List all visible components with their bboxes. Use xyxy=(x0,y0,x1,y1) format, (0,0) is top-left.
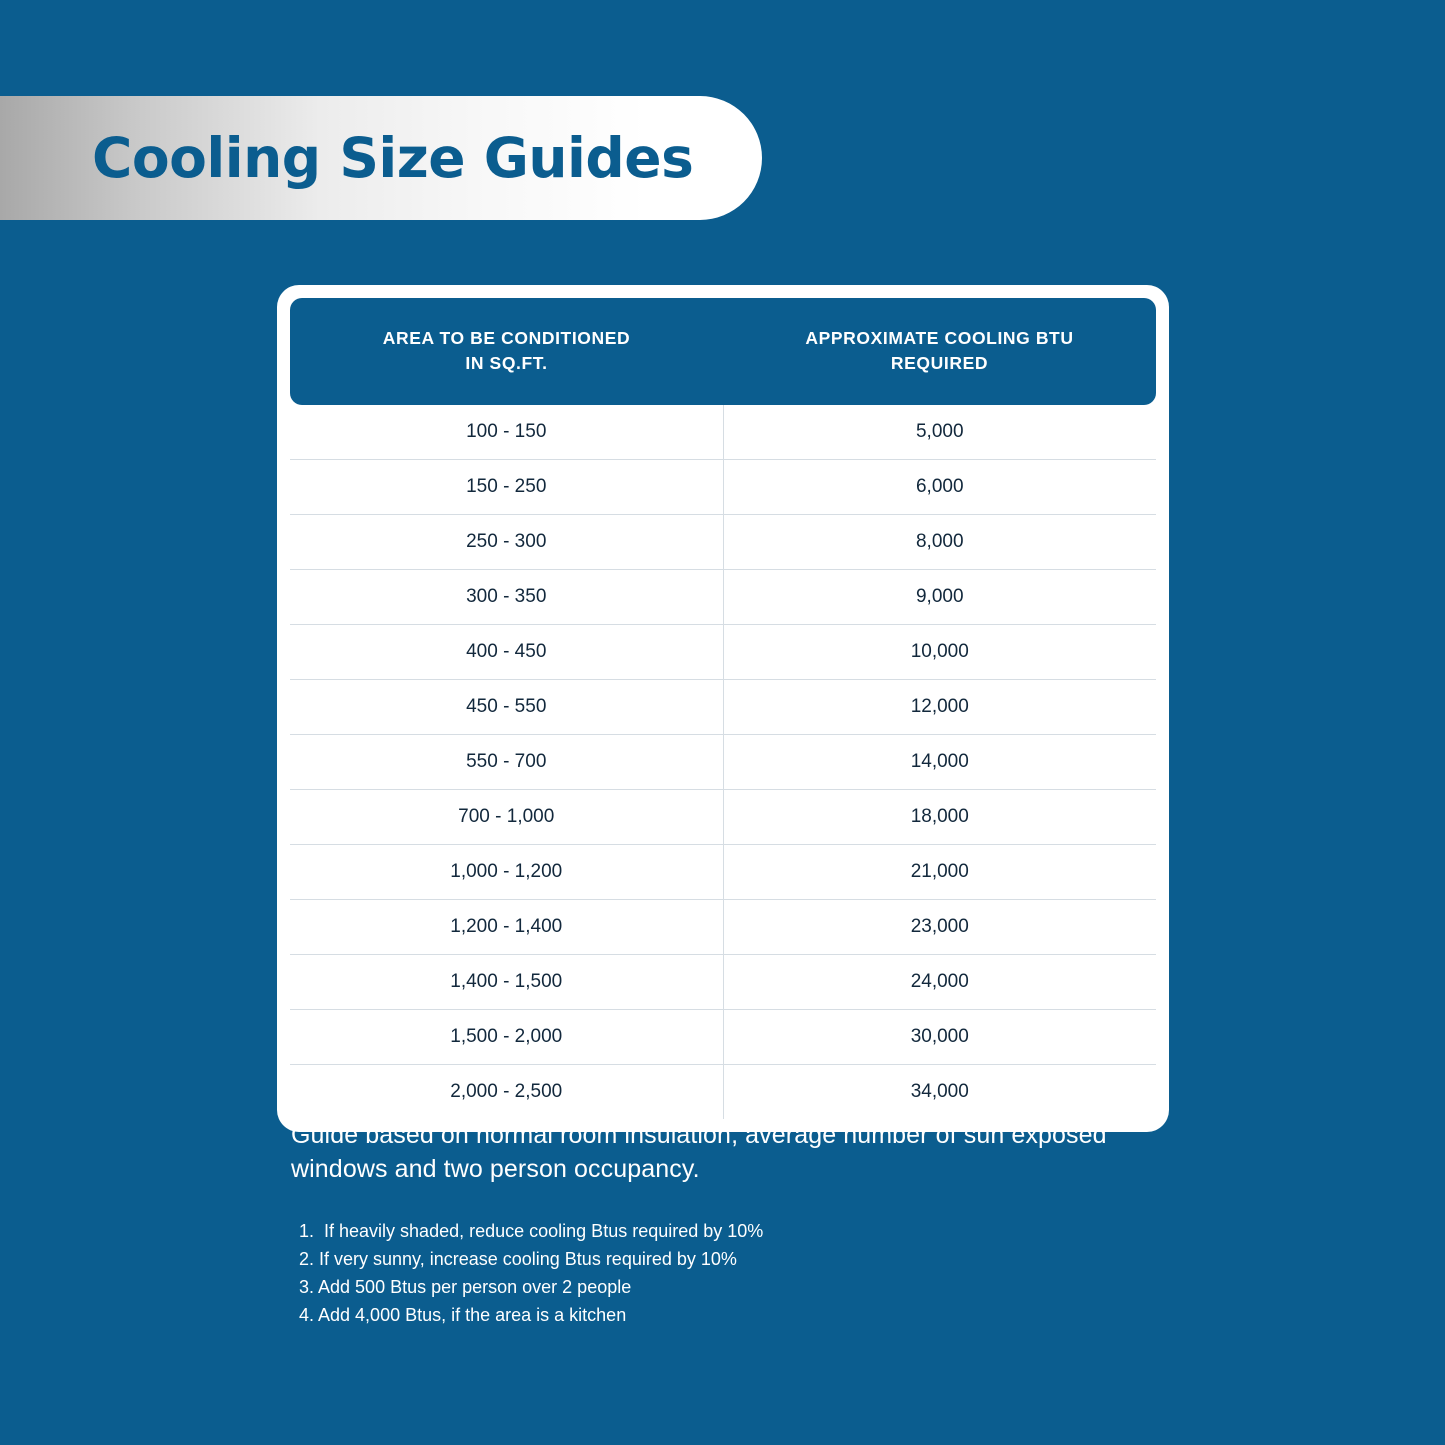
table-row xyxy=(290,624,1156,679)
table-row xyxy=(290,734,1156,789)
cell-btu: 5,000 xyxy=(723,405,1156,460)
table-row xyxy=(290,569,1156,624)
cooling-size-table xyxy=(290,298,1156,1119)
column-header-area xyxy=(290,298,723,405)
cell-area: 1,200 - 1,400 xyxy=(290,899,723,954)
cell-btu: 21,000 xyxy=(723,844,1156,899)
table-header-row xyxy=(290,298,1156,405)
notes-intro: Guide based on normal room insulation, average number of sun exposed windows and two person occupancy. xyxy=(291,1121,1107,1183)
cell-area: 400 - 450 xyxy=(290,624,723,679)
column-header-area-line2: IN SQ.FT. xyxy=(465,353,548,374)
table-row xyxy=(290,514,1156,569)
cell-btu: 6,000 xyxy=(723,459,1156,514)
table-row xyxy=(290,954,1156,1009)
cell-btu: 14,000 xyxy=(723,734,1156,789)
cell-btu: 30,000 xyxy=(723,1009,1156,1064)
cell-area: 2,000 - 2,500 xyxy=(290,1064,723,1119)
cell-btu: 24,000 xyxy=(723,954,1156,1009)
cell-btu: 9,000 xyxy=(723,569,1156,624)
table-body xyxy=(290,405,1156,1119)
table-row xyxy=(290,844,1156,899)
note-item: 2. If very sunny, increase cooling Btus required by 10% xyxy=(299,1248,737,1269)
note-item: 1. If heavily shaded, reduce cooling Btus required by 10% xyxy=(299,1221,764,1241)
cell-area: 100 - 150 xyxy=(290,405,723,460)
cell-area: 1,500 - 2,000 xyxy=(290,1009,723,1064)
page-title: Cooling Size Guides xyxy=(92,126,694,190)
cell-area: 150 - 250 xyxy=(290,459,723,514)
table-row xyxy=(290,899,1156,954)
cooling-size-table-card xyxy=(277,285,1169,1132)
title-banner xyxy=(0,96,762,220)
notes-list xyxy=(291,1218,1171,1330)
table-header xyxy=(290,298,1156,405)
table-row xyxy=(290,1009,1156,1064)
cell-area: 700 - 1,000 xyxy=(290,789,723,844)
cell-area: 250 - 300 xyxy=(290,514,723,569)
cell-btu: 34,000 xyxy=(723,1064,1156,1119)
table-row xyxy=(290,679,1156,734)
cell-btu: 12,000 xyxy=(723,679,1156,734)
column-header-btu-line2: REQUIRED xyxy=(890,353,989,374)
cell-area: 550 - 700 xyxy=(290,734,723,789)
table-row xyxy=(290,459,1156,514)
note-item: 3. Add 500 Btus per person over 2 people xyxy=(299,1276,632,1297)
cell-btu: 8,000 xyxy=(723,514,1156,569)
cell-btu: 18,000 xyxy=(723,789,1156,844)
note-item: 4. Add 4,000 Btus, if the area is a kitchen xyxy=(299,1304,627,1325)
cell-area: 1,000 - 1,200 xyxy=(290,844,723,899)
notes-section xyxy=(291,1118,1171,1330)
cell-area: 1,400 - 1,500 xyxy=(290,954,723,1009)
column-header-btu xyxy=(723,298,1156,405)
cell-btu: 10,000 xyxy=(723,624,1156,679)
table-row xyxy=(290,1064,1156,1119)
table-row xyxy=(290,789,1156,844)
table-row xyxy=(290,405,1156,460)
cell-area: 300 - 350 xyxy=(290,569,723,624)
column-header-area-line1: AREA TO BE CONDITIONED xyxy=(382,328,631,348)
cell-area: 450 - 550 xyxy=(290,679,723,734)
cell-btu: 23,000 xyxy=(723,899,1156,954)
column-header-btu-line1: APPROXIMATE COOLING BTU xyxy=(805,328,1074,348)
